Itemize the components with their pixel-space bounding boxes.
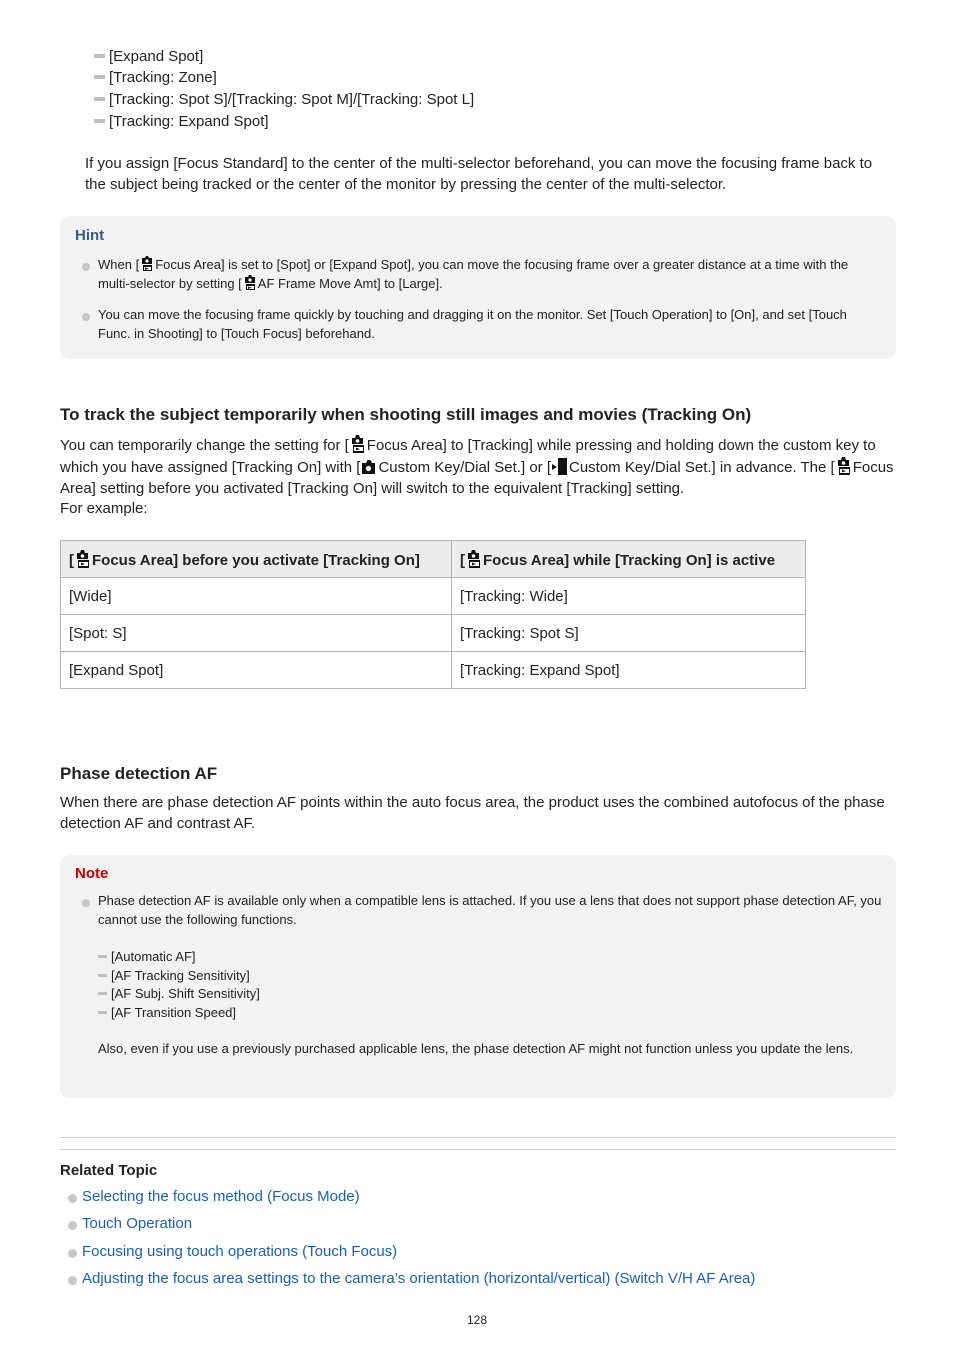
table-header-cell: [ Focus Area] while [Tracking On] is active <box>452 541 806 578</box>
list-item: [Automatic AF] <box>98 947 196 966</box>
related-link[interactable]: Selecting the focus method (Focus Mode) <box>82 1188 360 1205</box>
section-heading: To track the subject temporarily when shooting still images and movies (Tracking On) <box>60 405 752 424</box>
table-cell: [Wide] <box>61 578 452 615</box>
table-cell: [Tracking: Spot S] <box>452 615 806 652</box>
list-item: [Tracking: Spot S]/[Tracking: Spot M]/[Tracking: Spot L] <box>94 90 474 110</box>
related-link[interactable]: Focusing using touch operations (Touch Focus) <box>82 1243 398 1260</box>
bullet-icon <box>82 313 90 321</box>
note-item-continued: Also, even if you use a previously purchased applicable lens, the phase detection AF might not function unless you update the lens. <box>98 1041 854 1056</box>
dash-icon <box>94 119 105 123</box>
section-heading: Phase detection AF <box>60 764 218 783</box>
list-item: [Expand Spot] <box>94 47 203 67</box>
dash-icon <box>98 955 107 958</box>
note-title: Note <box>75 865 109 882</box>
intro-paragraph: If you assign [Focus Standard] to the center of the multi-selector beforehand, you can move the focusing frame back to the subject being tracked or the center of the monitor by pressing the center of the multi-selector. <box>85 155 873 193</box>
dash-icon <box>98 992 107 995</box>
note-box <box>60 855 896 1098</box>
dash-icon <box>98 974 107 977</box>
bullet-icon <box>82 899 90 907</box>
camera-af-icon <box>350 435 365 454</box>
dash-icon <box>98 1011 107 1014</box>
related-link[interactable]: Adjusting the focus area settings to the camera’s orientation (horizontal/vertical) (Switch V/H AF Area) <box>82 1270 756 1287</box>
table-row <box>61 615 806 652</box>
related-link[interactable]: Touch Operation <box>82 1215 193 1232</box>
camera-af-icon <box>466 550 481 569</box>
dash-icon <box>94 75 105 79</box>
section-paragraph: You can temporarily change the setting for [ Focus Area] to [Tracking] while pressing and holding down the custom key to which you have assigned [Tracking On] with [ Custom Key/Dial Set.] or [ Custom Key/Dial Set.] in advance. The [ Focus Area] setting before you activated [Tracking On] will switch to the equivalent [Tracking] setting. <box>60 437 894 497</box>
table-header-cell: [ Focus Area] before you activate [Tracking On] <box>61 541 452 578</box>
bullet-icon <box>68 1221 77 1230</box>
movie-icon <box>552 457 567 476</box>
list-item: [AF Subj. Shift Sensitivity] <box>98 984 260 1003</box>
table-row <box>61 652 806 689</box>
bullet-icon <box>68 1249 77 1258</box>
list-item: [Tracking: Expand Spot] <box>94 112 269 132</box>
list-item: [Tracking: Zone] <box>94 68 217 88</box>
dash-icon <box>94 54 105 58</box>
hint-title: Hint <box>75 227 105 244</box>
tracking-table <box>60 540 806 689</box>
table-row <box>61 578 806 615</box>
note-item: Phase detection AF is available only when a compatible lens is attached. If you use a lens that does not support phase detection AF, you cannot use the following functions. <box>98 893 882 927</box>
bullet-icon <box>68 1276 77 1285</box>
page-number: 128 <box>466 1313 488 1327</box>
table-cell: [Spot: S] <box>61 615 452 652</box>
bullet-icon <box>82 263 90 271</box>
table-cell: [Tracking: Expand Spot] <box>452 652 806 689</box>
divider <box>60 1149 896 1150</box>
divider <box>60 1137 896 1138</box>
camera-af-icon <box>75 550 90 569</box>
list-item: [AF Transition Speed] <box>98 1003 236 1022</box>
camera-af-icon <box>140 256 153 272</box>
bullet-icon <box>68 1194 77 1203</box>
still-camera-icon <box>361 457 376 476</box>
list-item: [AF Tracking Sensitivity] <box>98 966 250 985</box>
section-paragraph: When there are phase detection AF points within the auto focus area, the product uses the combined autofocus of the phase detection AF and contrast AF. <box>60 794 885 832</box>
camera-af-icon <box>243 275 256 291</box>
hint-item: You can move the focusing frame quickly by touching and dragging it on the monitor. Set [Touch Operation] to [On], and set [Touch Func. in Shooting] to [Touch Focus] beforehand. <box>98 307 847 341</box>
table-cell: [Tracking: Wide] <box>452 578 806 615</box>
table-cell: [Expand Spot] <box>61 652 452 689</box>
hint-item: When [ Focus Area] is set to [Spot] or [Expand Spot], you can move the focusing frame over a greater distance at a time with the multi-selector by setting [ AF Frame Move Amt] to [Large]. <box>98 257 849 291</box>
camera-af-icon <box>836 457 851 476</box>
hint-box <box>60 216 896 359</box>
dash-icon <box>94 97 105 101</box>
table-header-row <box>61 541 806 578</box>
for-example-text: For example: <box>60 500 148 517</box>
related-topic-title: Related Topic <box>60 1162 158 1179</box>
